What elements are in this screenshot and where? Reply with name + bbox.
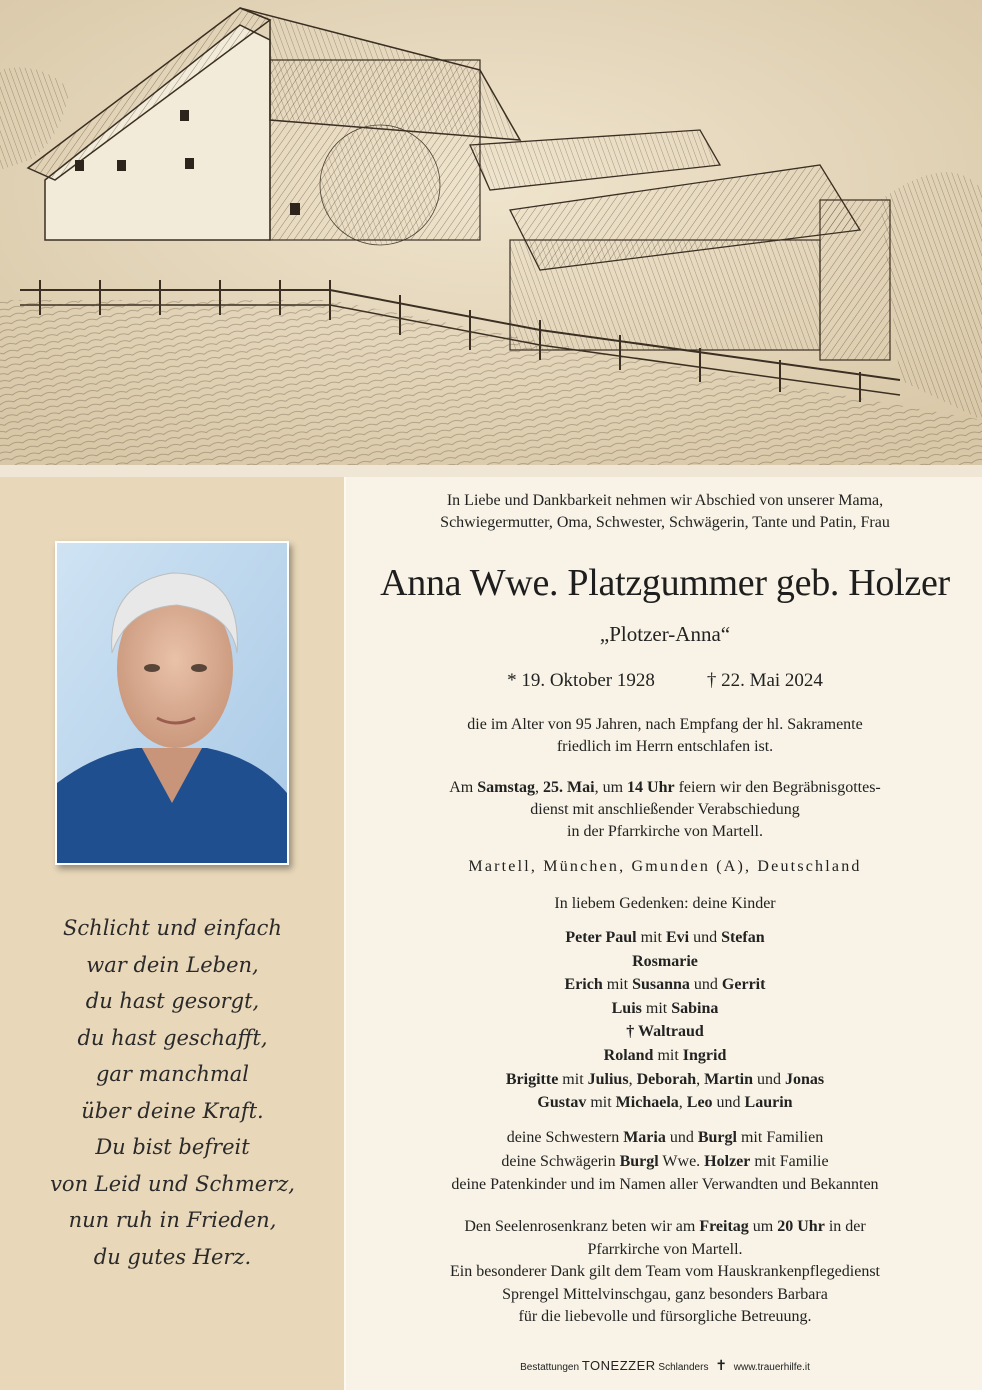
family-row: Roland mit Ingrid [603, 1046, 727, 1064]
family-row: Brigitte mit Julius, Deborah, Martin und Jonas [505, 1070, 825, 1088]
elderly-woman-portrait [57, 543, 287, 863]
passing-text [360, 714, 970, 758]
family-row: Luis mit Sabina [611, 999, 719, 1017]
poem-line: nun ruh in Frieden, [68, 1208, 277, 1232]
family-row: Rosmarie [632, 952, 698, 970]
poem-line: du gutes Herz. [93, 1244, 252, 1269]
poem-line: Du bist befreit [95, 1135, 250, 1159]
closing-line: Ein besonderer Dank gilt dem Team vom Hauskrankenpflegedienst [449, 1263, 880, 1280]
relatives-line: deine Schwestern Maria und Burgl mit Familien [506, 1129, 824, 1146]
funeral-text [360, 777, 970, 843]
poem-line: gar manchmal [95, 1062, 250, 1086]
poem-line: du hast gesorgt, [85, 989, 260, 1013]
poem-line: von Leid und Schmerz, [50, 1171, 295, 1196]
nickname: „Plotzer-Anna“ [599, 622, 731, 646]
funeral-line: dienst mit anschließender Verabschiedung [530, 801, 800, 818]
farmhouse-sketch [0, 0, 982, 465]
relatives-line: deine Patenkinder und im Namen aller Verwandten und Bekannten [451, 1176, 879, 1193]
family-row: Gustav mit Michaela, Leo und Laurin [537, 1094, 793, 1112]
deceased-name: Anna Wwe. Platzgummer geb. Holzer [380, 562, 950, 604]
footer-prefix: Bestattungen [520, 1362, 582, 1373]
poem-line: war dein Leben, [86, 952, 259, 977]
funeral-home-brand: TONEZZER [581, 1358, 656, 1373]
intro-line: Schwiegermutter, Oma, Schwester, Schwägerin, Tante und Patin, Frau [440, 514, 890, 531]
family-row: Peter Paul mit Evi und Stefan [565, 929, 765, 946]
closing-text [360, 1216, 970, 1329]
life-dates [360, 668, 970, 694]
portrait-photo [55, 541, 289, 865]
poem-line: du hast geschafft, [77, 1025, 268, 1050]
family-list [360, 926, 970, 1115]
intro-line: In Liebe und Dankbarkeit nehmen wir Abschied von unserer Mama, [446, 492, 884, 509]
memorial-poem [20, 910, 325, 1275]
footer-suffix: Schlanders [655, 1362, 709, 1373]
cross-icon: ✝ [715, 1358, 727, 1374]
closing-line: Sprengel Mittelvinschgau, ganz besonders Barbara [502, 1285, 828, 1303]
passing-line: die im Alter von 95 Jahren, nach Empfang der hl. Sakramente [467, 716, 863, 733]
death-date: † 22. Mai 2024 [706, 670, 823, 691]
closing-line: Pfarrkirche von Martell. [587, 1240, 743, 1258]
relatives-line: deine Schwägerin Burgl Wwe. Holzer mit Familie [501, 1152, 829, 1170]
birth-date: * 19. Oktober 1928 [507, 670, 655, 691]
funeral-line: Am Samstag, 25. Mai, um 14 Uhr feiern wir den Begräbnisgottes- [449, 779, 881, 796]
footer [360, 1358, 970, 1374]
mourners-intro: In liebem Gedenken: deine Kinder [554, 895, 776, 912]
intro-text [360, 490, 970, 534]
footer-url[interactable]: www.trauerhilfe.it [733, 1362, 810, 1373]
places: Martell, München, Gmunden (A), Deutschland [468, 858, 862, 875]
poem-line: über deine Kraft. [81, 1098, 264, 1123]
header-etching-image [0, 0, 982, 465]
family-row: Erich mit Susanna und Gerrit [564, 976, 766, 994]
closing-line: für die liebevolle und fürsorgliche Betreuung. [518, 1308, 812, 1325]
funeral-line: in der Pfarrkirche von Martell. [567, 823, 763, 840]
relatives-text [360, 1126, 970, 1197]
poem-line: Schlicht und einfach [63, 916, 282, 940]
family-row: † Waltraud [626, 1023, 704, 1041]
closing-line: Den Seelenrosenkranz beten wir am Freitag um 20 Uhr in der [464, 1218, 866, 1235]
passing-line: friedlich im Herrn entschlafen ist. [556, 738, 774, 755]
